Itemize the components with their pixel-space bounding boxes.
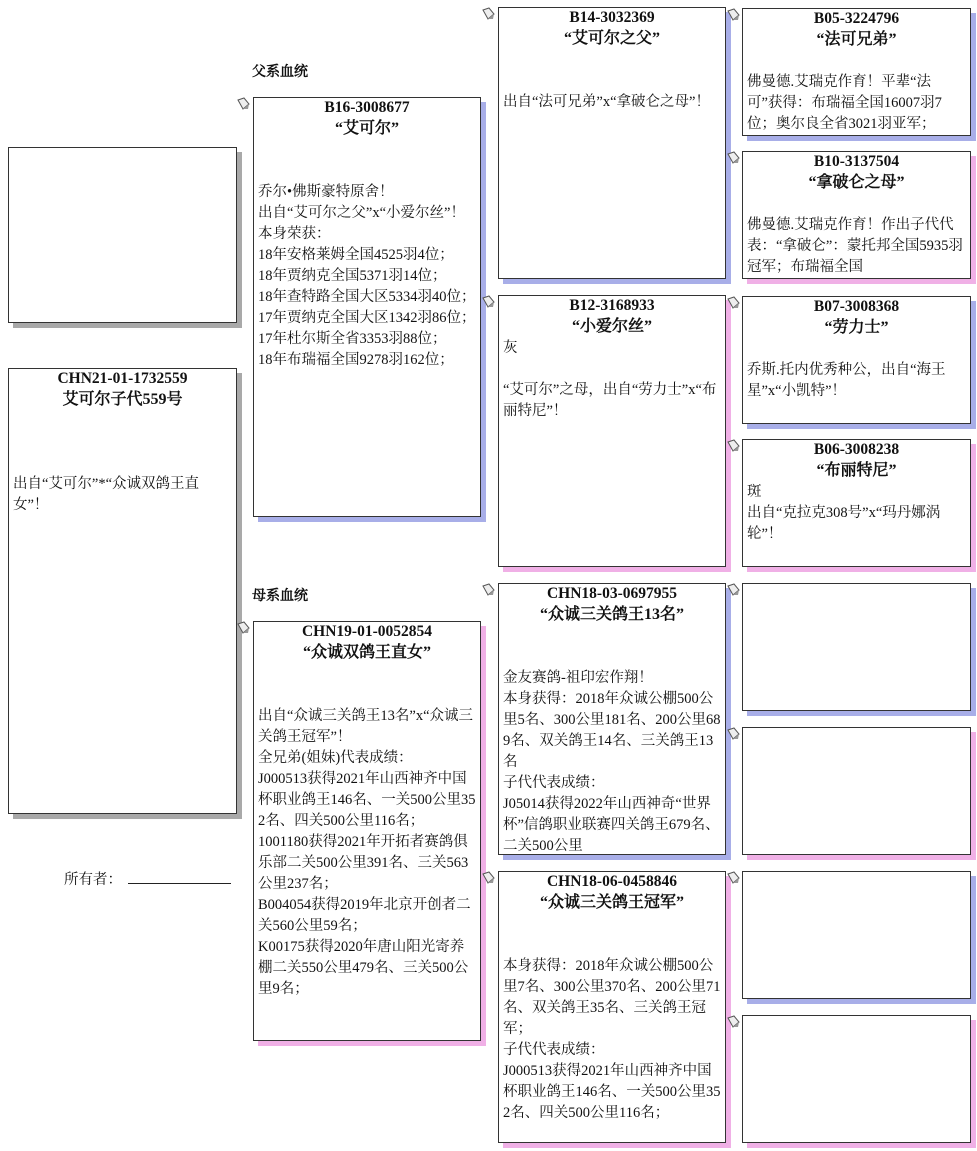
gen2-card bbox=[498, 871, 726, 1143]
gen3-card-empty bbox=[742, 727, 971, 855]
sire-name: “艾可尔” bbox=[334, 120, 399, 137]
owner-label: 所有者： bbox=[64, 872, 122, 888]
owner-field[interactable] bbox=[128, 883, 231, 884]
card-body: 出自“法可兄弟”x“拿破仑之母”！ bbox=[503, 94, 710, 110]
card-body: 斑 出自“克拉克308号”x“玛丹娜涡轮”！ bbox=[747, 484, 941, 542]
card-body: 佛曼德.艾瑞克作育！平辈“法可”获得：布瑞福全国16007羽7位；奥尔良全省3021羽亚军； bbox=[747, 74, 942, 132]
edit-icon[interactable] bbox=[481, 7, 495, 21]
card-body: 金友赛鸽-祖印宏作翔！ 本身获得：2018年众诚公棚500公里5名、300公里181名、200公里689名、双关鸽王14名、三关鸽王13名 子代代表成绩： J05014获得2022年山西神奇“世界杯”信鸽职业联赛四关鸽王679名、二关500公里 bbox=[503, 670, 721, 854]
card-body: 乔斯.托内优秀种公，出自“海王星”x“小凯特”！ bbox=[747, 362, 946, 399]
edit-icon[interactable] bbox=[726, 1015, 740, 1029]
edit-icon[interactable] bbox=[726, 871, 740, 885]
card-ring: B14-3032369 bbox=[569, 9, 655, 26]
edit-icon[interactable] bbox=[726, 8, 740, 22]
card-name: “布丽特尼” bbox=[816, 462, 897, 479]
card-name: “劳力士” bbox=[824, 319, 889, 336]
gen2-card bbox=[498, 295, 726, 567]
card-ring: B05-3224796 bbox=[813, 10, 900, 27]
card-ring: CHN18-06-0458846 bbox=[546, 873, 678, 890]
edit-icon[interactable] bbox=[726, 151, 740, 165]
edit-icon[interactable] bbox=[726, 439, 740, 453]
card-ring: B12-3168933 bbox=[569, 297, 655, 314]
card-body: 本身获得：2018年众诚公棚500公里7名、300公里370名、200公里71名、双关鸽王35名、三关鸽王冠军； 子代代表成绩： J000513获得2021年山西神齐中国杯职业鸽王146名、一关500公里352名、四关500公里116名； bbox=[503, 958, 721, 1121]
edit-icon[interactable] bbox=[726, 583, 740, 597]
sire-ring: B16-3008677 bbox=[324, 99, 410, 116]
gen3-card bbox=[742, 8, 971, 136]
card-ring: B06-3008238 bbox=[813, 441, 900, 458]
subject-ring: CHN21-01-1732559 bbox=[57, 370, 188, 387]
paternal-label: 父系血统 bbox=[252, 65, 308, 80]
gen3-card-empty bbox=[742, 1015, 971, 1143]
edit-icon[interactable] bbox=[726, 727, 740, 741]
gen2-card bbox=[498, 583, 726, 855]
card-name: “拿破仑之母” bbox=[808, 174, 905, 191]
dam-name: “众诚双鸽王直女” bbox=[302, 644, 431, 661]
subject-body: 出自“艾可尔”*“众诚双鸽王直女”！ bbox=[13, 476, 200, 513]
card-name: “众诚三关鸽王13名” bbox=[539, 606, 684, 623]
card-name: “小爱尔丝” bbox=[571, 318, 652, 335]
card-body: 佛曼德.艾瑞克作育！作出子代代表：“拿破仑”：蒙托邦全国5935羽冠军；布瑞福全国 bbox=[747, 217, 963, 275]
maternal-label: 母系血统 bbox=[252, 589, 308, 604]
edit-icon[interactable] bbox=[481, 295, 495, 309]
edit-icon[interactable] bbox=[481, 583, 495, 597]
card-body: 灰 “艾可尔”之母，出自“劳力士”x“布丽特尼”！ bbox=[503, 340, 717, 419]
edit-icon[interactable] bbox=[726, 296, 740, 310]
gen3-card-empty bbox=[742, 583, 971, 711]
card-name: “法可兄弟” bbox=[816, 31, 897, 48]
dam-card bbox=[253, 621, 481, 1041]
card-name: “众诚三关鸽王冠军” bbox=[539, 894, 684, 911]
card-ring: B10-3137504 bbox=[813, 153, 900, 170]
card-ring: B07-3008368 bbox=[813, 298, 900, 315]
edit-icon[interactable] bbox=[236, 621, 250, 635]
gen3-card bbox=[742, 296, 971, 424]
sire-card bbox=[253, 97, 481, 517]
edit-icon[interactable] bbox=[481, 871, 495, 885]
subject-card bbox=[8, 368, 237, 814]
dam-body: 出自“众诚三关鸽王13名”x“众诚三关鸽王冠军”！ 全兄弟(姐妹)代表成绩： J000513获得2021年山西神齐中国杯职业鸽王146名、一关500公里352名、四关500公里116名； 1001180获得2021年开拓者赛鸽俱乐部二关500公里391名、三关563公里237名； B004054获得2019年北京开创者二关560公里59名； K00175获得2020年唐山阳光寄养棚二关550公里479名、三关500公里9名； bbox=[258, 708, 476, 997]
card-ring: CHN18-03-0697955 bbox=[546, 585, 678, 602]
dam-ring: CHN19-01-0052854 bbox=[301, 623, 433, 640]
subject-name: 艾可尔子代559号 bbox=[62, 391, 183, 408]
edit-icon[interactable] bbox=[236, 97, 250, 111]
gen2-card bbox=[498, 7, 726, 279]
photo-frame bbox=[8, 147, 237, 323]
gen3-card bbox=[742, 439, 971, 567]
sire-body: 乔尔•佛斯豪特原舍！ 出自“艾可尔之父”x“小爱尔丝”！ 本身荣获： 18年安格莱姆全国4525羽4位； 18年贾纳克全国5371羽14位； 18年查特路全国大区5334羽40位； 17年贾纳克全国大区1342羽86位； 17年杜尔斯全省3353羽88位； 18年布瑞福全国9278羽162位； bbox=[258, 184, 476, 368]
gen3-card bbox=[742, 151, 971, 279]
card-name: “艾可尔之父” bbox=[563, 30, 660, 47]
gen3-card-empty bbox=[742, 871, 971, 999]
